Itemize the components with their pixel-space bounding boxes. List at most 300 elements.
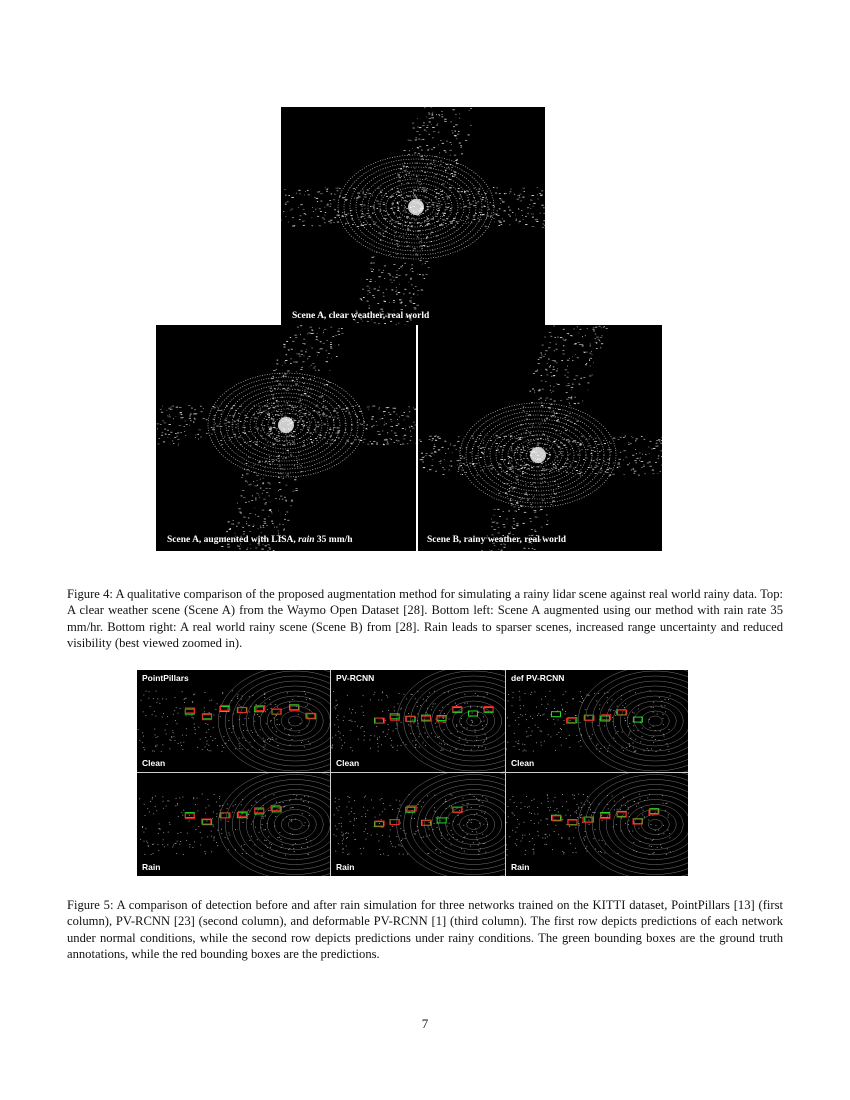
lidar-point (439, 225, 441, 226)
lidar-point (293, 807, 294, 808)
lidar-point (282, 376, 283, 377)
lidar-point (426, 229, 427, 230)
lidar-point (168, 416, 171, 417)
lidar-point (330, 348, 332, 349)
lidar-point (255, 514, 256, 515)
lidar-point (392, 195, 393, 196)
figure5-caption: Figure 5: A comparison of detection before and after rain simulation for three networks trained on the KITTI dataset, PointPillars [13] (first column), PV-RCNN [23] (second column), and deformable PV-RCNN [1] (third column). The first row depicts predictions of each network under normal conditions, while the second row depicts predictions under rainy conditions. The green bounding boxes are the ground truth annotations, while the red bounding boxes are the predictions. (67, 898, 783, 961)
lidar-point (431, 232, 433, 233)
lidar-point (476, 475, 478, 476)
lidar-point (459, 740, 460, 741)
lidar-point (319, 225, 321, 226)
lidar-point (414, 422, 415, 423)
lidar-point (411, 219, 412, 220)
lidar-point (467, 803, 468, 804)
lidar-point (353, 825, 354, 826)
lidar-point (458, 436, 459, 437)
lidar-point (282, 844, 283, 845)
lidar-point (526, 430, 528, 431)
lidar-point (305, 407, 307, 408)
lidar-point (371, 835, 372, 836)
lidar-point (333, 691, 334, 692)
lidar-point (537, 814, 538, 815)
lidar-point (298, 354, 300, 355)
lidar-point (410, 230, 411, 231)
lidar-point (281, 406, 282, 407)
scan-ring (446, 805, 502, 845)
lidar-point (401, 309, 403, 310)
lidar-point (545, 470, 546, 471)
lidar-point (157, 428, 158, 429)
lidar-point (433, 829, 434, 830)
lidar-point (378, 746, 379, 747)
lidar-point (523, 446, 524, 447)
lidar-point (577, 326, 578, 327)
lidar-point (580, 378, 582, 379)
lidar-point (404, 200, 406, 201)
lidar-point (517, 819, 518, 820)
lidar-point (562, 466, 564, 467)
lidar-point (377, 188, 379, 189)
lidar-point (523, 407, 524, 408)
lidar-point (222, 693, 223, 694)
lidar-point (543, 356, 545, 357)
lidar-point (545, 696, 546, 697)
lidar-point (264, 693, 265, 694)
lidar-point (431, 709, 432, 710)
lidar-point (483, 742, 484, 743)
lidar-point (525, 750, 526, 751)
lidar-point (366, 424, 368, 425)
lidar-point (309, 396, 311, 397)
lidar-point (439, 710, 440, 711)
lidar-point (142, 827, 143, 828)
lidar-point (417, 127, 418, 128)
lidar-point (386, 695, 387, 696)
lidar-point (249, 441, 251, 442)
lidar-point (302, 361, 304, 362)
lidar-point (634, 460, 636, 461)
lidar-point (382, 431, 383, 432)
lidar-point (412, 694, 413, 695)
lidar-point (161, 435, 163, 436)
lidar-point (355, 414, 356, 415)
lidar-point (401, 183, 402, 184)
lidar-point (592, 734, 593, 735)
lidar-point (367, 301, 369, 302)
lidar-point (419, 230, 420, 231)
lidar-point (162, 844, 163, 845)
lidar-point (448, 203, 450, 204)
lidar-point (475, 458, 477, 459)
lidar-point (409, 282, 410, 283)
lidar-point (392, 426, 393, 427)
lidar-point (531, 692, 532, 693)
lidar-point (427, 236, 428, 237)
lidar-point (449, 465, 450, 466)
lidar-point (195, 804, 196, 805)
lidar-point (205, 853, 206, 854)
lidar-point (312, 207, 313, 208)
lidar-point (221, 414, 222, 415)
lidar-point (140, 839, 141, 840)
lidar-point (252, 732, 253, 733)
lidar-point (523, 465, 525, 466)
lidar-point (387, 432, 388, 433)
lidar-point (553, 360, 556, 361)
lidar-point (169, 415, 170, 416)
lidar-point (480, 215, 482, 216)
lidar-point (243, 432, 244, 433)
lidar-point (559, 451, 561, 452)
lidar-point (157, 698, 158, 699)
lidar-point (268, 738, 269, 739)
lidar-point (625, 703, 626, 704)
lidar-point (586, 458, 587, 459)
lidar-point (395, 847, 396, 848)
lidar-point (602, 470, 603, 471)
lidar-point (276, 428, 278, 429)
lidar-point (386, 444, 388, 445)
lidar-point (413, 303, 416, 304)
lidar-point (396, 836, 397, 837)
lidar-point (551, 376, 552, 377)
lidar-point (326, 340, 328, 341)
lidar-point (521, 467, 522, 468)
lidar-point (490, 465, 493, 466)
lidar-point (402, 197, 404, 198)
ground-truth-box (375, 718, 384, 723)
lidar-point (189, 844, 190, 845)
lidar-point (285, 360, 287, 361)
lidar-point (444, 121, 447, 122)
lidar-point (379, 849, 380, 850)
lidar-point (291, 406, 292, 407)
lidar-point (274, 826, 275, 827)
lidar-point (415, 747, 416, 748)
lidar-point (470, 846, 471, 847)
lidar-point (370, 735, 371, 736)
lidar-point (580, 465, 581, 466)
lidar-point (656, 443, 658, 444)
lidar-point (235, 436, 236, 437)
lidar-point (540, 730, 541, 731)
lidar-point (261, 424, 262, 425)
lidar-point (283, 469, 285, 470)
lidar-point (475, 730, 476, 731)
lidar-point (472, 438, 473, 439)
lidar-point (243, 730, 244, 731)
lidar-point (439, 829, 440, 830)
lidar-point (320, 193, 323, 194)
lidar-point (638, 828, 639, 829)
lidar-point (554, 831, 555, 832)
lidar-point (457, 223, 459, 224)
lidar-point (393, 411, 395, 412)
lidar-point (401, 722, 402, 723)
lidar-point (554, 441, 556, 442)
lidar-point (556, 363, 557, 364)
lidar-point (255, 486, 258, 487)
lidar-point (344, 742, 345, 743)
lidar-point (229, 529, 231, 530)
lidar-point (660, 749, 661, 750)
lidar-point (520, 424, 522, 425)
lidar-point (398, 180, 400, 181)
lidar-point (426, 237, 428, 238)
lidar-point (416, 190, 417, 191)
lidar-point (486, 218, 487, 219)
lidar-point (472, 463, 474, 464)
lidar-point (287, 450, 289, 451)
lidar-point (263, 741, 264, 742)
lidar-point (419, 241, 421, 242)
lidar-point (434, 811, 435, 812)
lidar-point (444, 441, 446, 442)
lidar-point (469, 203, 470, 204)
lidar-point (510, 436, 511, 437)
lidar-point (525, 854, 526, 855)
lidar-point (523, 188, 525, 189)
lidar-point (427, 714, 428, 715)
lidar-point (333, 411, 335, 412)
lidar-point (545, 354, 546, 355)
lidar-point (569, 441, 570, 442)
lidar-point (576, 462, 577, 463)
lidar-point (455, 797, 456, 798)
lidar-point (238, 523, 240, 524)
lidar-point (180, 742, 181, 743)
lidar-point (373, 808, 374, 809)
lidar-point (427, 736, 428, 737)
lidar-point (262, 412, 263, 413)
lidar-point (554, 417, 555, 418)
lidar-point (525, 850, 526, 851)
lidar-point (276, 441, 277, 442)
lidar-point (522, 197, 524, 198)
lidar-point (530, 200, 532, 201)
lidar-point (604, 443, 606, 444)
lidar-point (273, 444, 275, 445)
lidar-point (523, 437, 524, 438)
lidar-point (451, 466, 453, 467)
lidar-point (175, 720, 176, 721)
lidar-point (399, 223, 401, 224)
lidar-point (271, 419, 273, 420)
lidar-point (308, 414, 310, 415)
lidar-point (454, 135, 456, 136)
lidar-point (553, 366, 554, 367)
lidar-point (653, 726, 654, 727)
lidar-point (239, 748, 240, 749)
lidar-point (541, 375, 542, 376)
lidar-point (657, 714, 658, 715)
lidar-point (270, 509, 272, 510)
lidar-point (302, 426, 304, 427)
lidar-point (635, 692, 636, 693)
lidar-point (628, 442, 629, 443)
lidar-point (277, 415, 278, 416)
lidar-point (290, 808, 291, 809)
lidar-point (242, 799, 243, 800)
lidar-point (351, 811, 352, 812)
lidar-point (337, 190, 339, 191)
lidar-point (300, 723, 301, 724)
lidar-point (361, 816, 362, 817)
lidar-point (441, 194, 443, 195)
lidar-point (299, 219, 301, 220)
lidar-point (367, 810, 368, 811)
lidar-point (566, 423, 567, 424)
lidar-point (365, 215, 367, 216)
lidar-bev-image (137, 773, 330, 876)
lidar-point (326, 406, 327, 407)
lidar-point (342, 836, 343, 837)
lidar-point (357, 422, 358, 423)
lidar-point (461, 718, 462, 719)
lidar-point (270, 739, 271, 740)
lidar-point (260, 436, 262, 437)
lidar-point (499, 198, 501, 199)
lidar-point (389, 836, 390, 837)
lidar-point (247, 548, 248, 549)
lidar-point (439, 438, 441, 439)
lidar-point (332, 745, 333, 746)
lidar-point (533, 214, 534, 215)
lidar-point (255, 801, 256, 802)
lidar-point (336, 356, 338, 357)
lidar-point (585, 709, 586, 710)
lidar-point (622, 732, 623, 733)
lidar-point (415, 834, 416, 835)
lidar-point (508, 207, 510, 208)
lidar-point (415, 740, 416, 741)
lidar-point (177, 723, 178, 724)
lidar-point (471, 222, 472, 223)
lidar-point (224, 423, 226, 424)
lidar-point (451, 808, 452, 809)
lidar-point (534, 549, 536, 550)
lidar-point (405, 174, 407, 175)
lidar-point (250, 706, 251, 707)
lidar-point (338, 405, 340, 406)
lidar-point (398, 292, 400, 293)
lidar-point (250, 742, 251, 743)
lidar-point (268, 408, 269, 409)
lidar-point (628, 726, 629, 727)
lidar-point (384, 215, 386, 216)
lidar-point (446, 164, 448, 165)
lidar-point (282, 469, 283, 470)
lidar-point (217, 703, 218, 704)
lidar-point (550, 448, 552, 449)
lidar-point (652, 737, 653, 738)
lidar-point (600, 748, 601, 749)
lidar-point (258, 794, 259, 795)
lidar-point (530, 521, 532, 522)
lidar-point (398, 323, 399, 324)
lidar-point (459, 447, 461, 448)
lidar-point (522, 835, 523, 836)
lidar-point (662, 795, 663, 796)
lidar-point (457, 460, 460, 461)
lidar-point (542, 405, 544, 406)
lidar-point (214, 837, 215, 838)
lidar-point (287, 436, 289, 437)
lidar-point (589, 360, 590, 361)
lidar-point (227, 808, 228, 809)
lidar-point (236, 526, 237, 527)
lidar-point (629, 463, 630, 464)
lidar-point (334, 814, 335, 815)
lidar-point (414, 409, 415, 410)
lidar-point (227, 804, 228, 805)
lidar-point (299, 410, 300, 411)
lidar-point (531, 507, 532, 508)
lidar-point (299, 411, 300, 412)
lidar-point (494, 521, 495, 522)
lidar-point (278, 441, 281, 442)
lidar-point (327, 188, 329, 189)
lidar-point (302, 343, 305, 344)
lidar-point (255, 437, 256, 438)
lidar-point (418, 804, 419, 805)
lidar-point (590, 344, 591, 345)
lidar-point (433, 704, 434, 705)
panel-label: Scene B, rainy weather, real world (427, 535, 567, 545)
lidar-point (152, 797, 153, 798)
lidar-point (587, 383, 589, 384)
lidar-point (499, 225, 500, 226)
lidar-point (413, 174, 414, 175)
lidar-point (220, 716, 221, 717)
lidar-point (228, 849, 229, 850)
lidar-point (532, 435, 535, 436)
lidar-point (222, 745, 223, 746)
lidar-point (192, 847, 193, 848)
lidar-point (361, 706, 362, 707)
lidar-point (441, 160, 442, 161)
lidar-point (514, 454, 515, 455)
lidar-point (439, 201, 441, 202)
lidar-point (393, 212, 395, 213)
lidar-point (308, 854, 309, 855)
lidar-point (459, 737, 460, 738)
lidar-point (563, 339, 564, 340)
lidar-point (238, 508, 240, 509)
lidar-point (575, 812, 576, 813)
lidar-point (519, 749, 520, 750)
lidar-point (661, 465, 662, 466)
lidar-point (516, 525, 518, 526)
lidar-point (263, 525, 264, 526)
lidar-point (320, 211, 322, 212)
sensor-center-glow (278, 417, 294, 433)
lidar-point (186, 728, 187, 729)
lidar-point (510, 436, 512, 437)
lidar-point (291, 407, 293, 408)
lidar-point (270, 502, 271, 503)
lidar-point (239, 705, 240, 706)
lidar-point (615, 450, 616, 451)
lidar-point (541, 704, 542, 705)
lidar-point (488, 435, 489, 436)
lidar-bev-image (331, 670, 505, 772)
lidar-point (271, 427, 272, 428)
lidar-point (283, 344, 285, 345)
lidar-point (526, 465, 527, 466)
lidar-point (283, 530, 285, 531)
